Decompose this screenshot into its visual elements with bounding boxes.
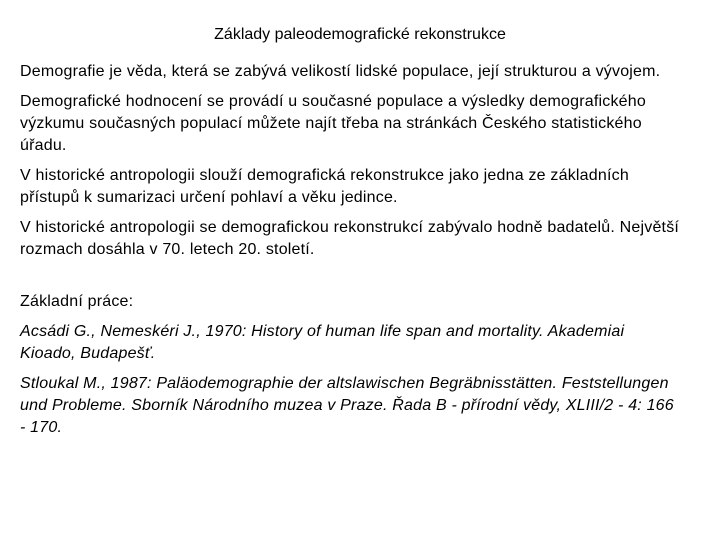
paragraph-definition: Demografie je věda, která se zabývá velikostí lidské populace, její strukturou a vývojem. — [20, 63, 661, 80]
reference-item-acsadi: Acsádi G., Nemeskéri J., 1970: History of human life span and mortality. Akademiai Kioado, Budapešť. — [20, 323, 625, 362]
slide-body — [20, 61, 680, 447]
paragraph-historical-approach: V historické antropologii slouží demografická rekonstrukce jako jedna ze základních přístupů k sumarizaci určení pohlaví a věku jedince. — [20, 167, 629, 206]
paragraph-assessment: Demografické hodnocení se provádí u současné populace a výsledky demografického výzkumu současných populací můžete najít třeba na stránkách Českého statistického úřadu. — [20, 93, 646, 154]
references-heading: Základní práce: — [20, 293, 134, 310]
slide-title: Základy paleodemografické rekonstrukce — [214, 26, 506, 43]
reference-item-stloukal: Stloukal M., 1987: Paläodemographie der altslawischen Begräbnisstätten. Feststellungen und Probleme. Sborník Národního muzea v Praze. Řada B - přírodní vědy, XLIII/2 - 4: 166 - 170. — [20, 375, 674, 436]
paragraph-researchers: V historické antropologii se demografickou rekonstrukcí zabývalo hodně badatelů. Největší rozmach dosáhla v 70. letech 20. století. — [20, 219, 680, 258]
